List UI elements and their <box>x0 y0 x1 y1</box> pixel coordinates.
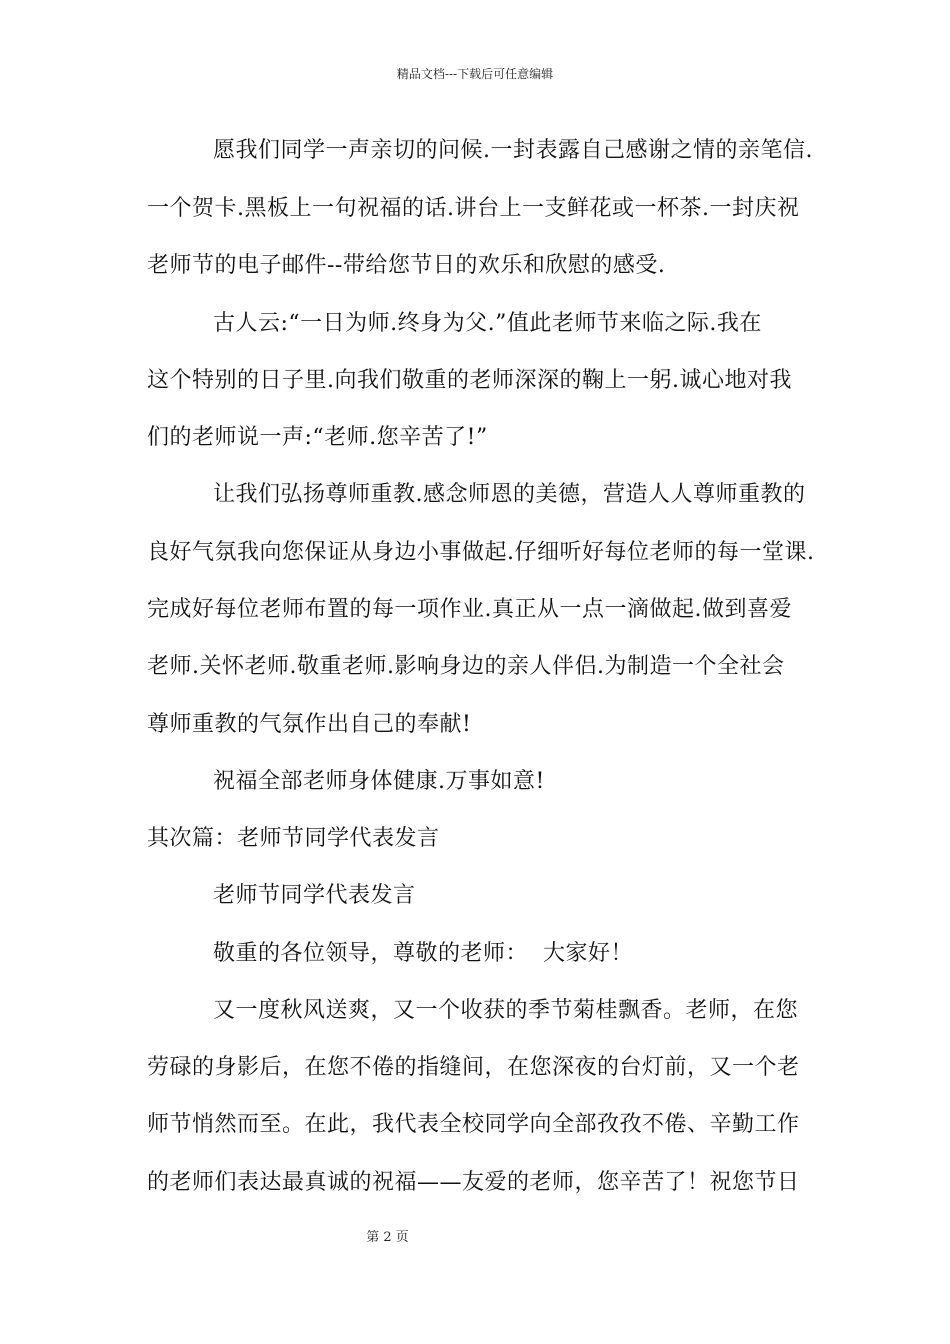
paragraph-line: 的老师们表达最真诚的祝福——友爱的老师，您辛苦了！祝您节日 <box>147 1170 800 1195</box>
paragraph-line: 老师.关怀老师.敬重老师.影响身边的亲人伴侣.为制造一个全社会 <box>147 654 785 679</box>
section-heading: 其次篇：老师节同学代表发言 <box>147 826 440 851</box>
paragraph-line: 一个贺卡.黑板上一句祝福的话.讲台上一支鲜花或一杯茶.一封庆祝 <box>147 196 800 221</box>
paragraph-line: 让我们弘扬尊师重教.感念师恩的美德，营造人人尊师重教的 <box>213 482 806 507</box>
paragraph-line: 们的老师说一声:“老师.您辛苦了!” <box>147 425 488 450</box>
salutation-line: 敬重的各位领导，尊敬的老师： 大家好！ <box>213 941 633 966</box>
paragraph-line: 古人云:“一日为师.终身为父.”值此老师节来临之际.我在 <box>213 311 762 336</box>
paragraph-line: 师节悄然而至。在此，我代表全校同学向全部孜孜不倦、辛勤工作 <box>147 1112 800 1137</box>
paragraph-line: 尊师重教的气氛作出自己的奉献! <box>147 712 472 737</box>
paragraph-line: 又一度秋风送爽，又一个收获的季节菊桂飘香。老师，在您 <box>213 998 799 1023</box>
paragraph-line: 完成好每位老师布置的每一项作业.真正从一点一滴做起.做到喜爱 <box>147 597 792 622</box>
paragraph-line: 祝福全部老师身体健康.万事如意! <box>213 769 545 794</box>
paragraph-line: 老师节的电子邮件--带给您节日的欢乐和欣慰的感受. <box>147 253 666 278</box>
speech-title: 老师节同学代表发言 <box>213 883 416 908</box>
paragraph-line: 这个特别的日子里.向我们敬重的老师深深的鞠上一躬.诚心地对我 <box>147 368 792 393</box>
page-header: 精品文档---下载后可任意编辑 <box>396 67 554 81</box>
paragraph-line: 劳碌的身影后，在您不倦的指缝间，在您深夜的台灯前，又一个老 <box>147 1055 800 1080</box>
page-number: 第 2 页 <box>366 1230 409 1245</box>
paragraph-line: 愿我们同学一声亲切的问候.一封表露自己感谢之情的亲笔信. <box>213 138 813 163</box>
paragraph-line: 良好气氛我向您保证从身边小事做起.仔细听好每位老师的每一堂课. <box>147 540 815 565</box>
